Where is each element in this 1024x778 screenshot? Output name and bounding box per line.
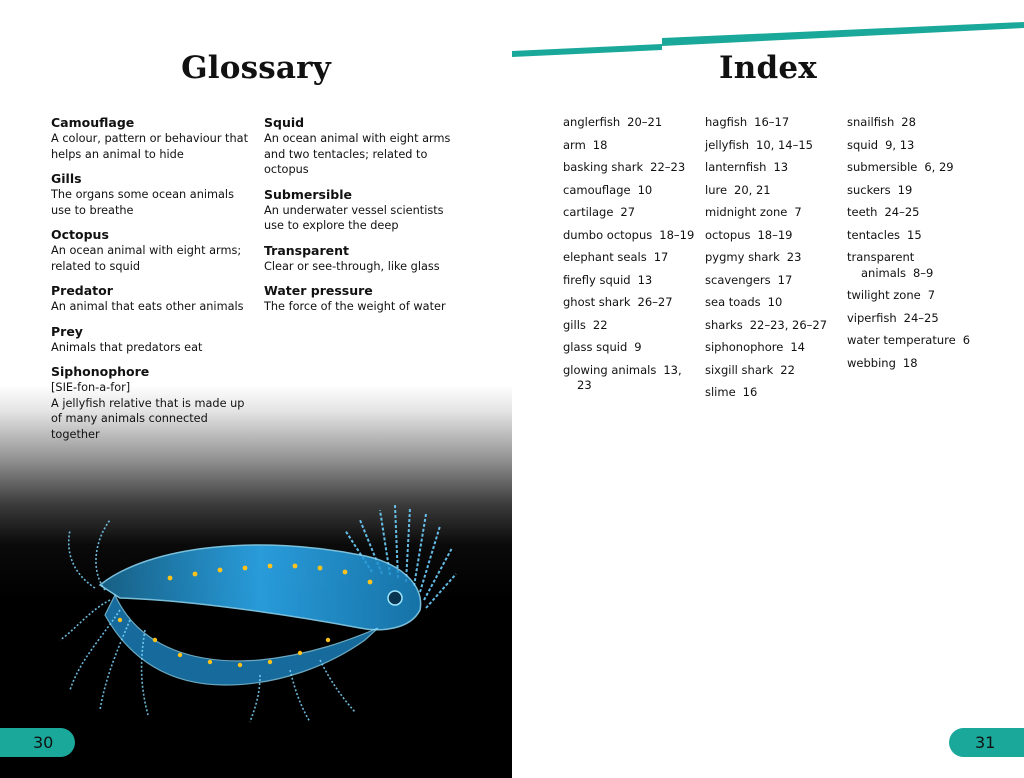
index-pages: 13 [773, 160, 789, 174]
index-entry [705, 115, 840, 131]
index-pages: 10 [637, 182, 653, 197]
index-entry [705, 340, 840, 356]
index-entry [705, 318, 840, 334]
index-entry [847, 311, 982, 327]
index-column-1 [563, 115, 698, 401]
term-title: Camouflage [51, 115, 135, 130]
index-word: suckers [847, 182, 891, 197]
glossary-term [264, 187, 464, 234]
term-pronunciation: [SIE-fon-a-for] [51, 381, 131, 394]
index-column-3 [847, 115, 982, 378]
index-word: ghost shark [563, 295, 631, 309]
term-definition: Animals that predators eat [51, 340, 203, 354]
glossary-column-2 [264, 115, 464, 324]
index-word: twilight zone [847, 288, 921, 302]
index-word: squid [847, 137, 879, 152]
glossary-term [264, 243, 464, 275]
index-entry [705, 183, 840, 199]
index-pages: 22 [592, 317, 608, 332]
index-word: elephant seals [563, 250, 647, 264]
index-entry [705, 273, 840, 289]
term-definition: The force of the weight of water [264, 300, 446, 313]
index-entry [705, 363, 840, 379]
index-entry [847, 250, 982, 281]
index-word: submersible [847, 160, 918, 174]
index-page [512, 0, 1024, 778]
index-pages: 18 [592, 137, 608, 152]
index-entry [705, 385, 840, 401]
glossary-term [264, 283, 464, 315]
index-pages: 14 [790, 340, 805, 354]
index-pages: 9 [634, 340, 642, 354]
index-pages: 10, 14–15 [756, 137, 813, 152]
index-word: sharks [705, 317, 743, 332]
term-definition: A colour, pattern or behaviour that helps an animal to hide [51, 132, 249, 161]
index-word: siphonophore [705, 340, 784, 354]
index-entry [705, 205, 840, 221]
index-pages: 13 [637, 272, 653, 287]
term-title: Transparent [264, 242, 349, 258]
index-word: firefly squid [563, 272, 631, 287]
index-word: tentacles [847, 227, 901, 242]
index-entry [563, 183, 698, 199]
glossary-title: Glossary [181, 50, 331, 86]
index-word: transparent animals [847, 250, 915, 280]
index-word: cartilage [563, 205, 614, 219]
index-pages: 22 [780, 362, 795, 377]
index-pages: 26–27 [637, 295, 673, 309]
index-word: basking shark [563, 160, 644, 174]
term-definition: An underwater vessel scientists use to explore the deep [264, 203, 444, 232]
term-title: Squid [264, 115, 305, 130]
index-entry [563, 295, 698, 311]
page-number-left: 30 [0, 728, 75, 757]
index-word: glass squid [563, 340, 628, 354]
glossary-term [264, 115, 464, 178]
index-pages: 8–9 [912, 265, 934, 280]
index-pages: 6, 29 [924, 160, 954, 174]
glossary-term [51, 227, 251, 274]
index-pages: 23 [786, 250, 802, 264]
index-word: glowing animals [563, 362, 657, 377]
index-word: sixgill shark [705, 362, 774, 377]
term-title: Prey [51, 323, 83, 339]
index-entry [847, 333, 982, 349]
index-entry [563, 205, 698, 221]
index-entry [563, 363, 698, 394]
term-definition: An animal that eats other animals [51, 300, 244, 313]
index-pages: 27 [620, 205, 636, 219]
term-definition: An ocean animal with eight arms; related to squid [51, 244, 242, 273]
glossary-term [51, 324, 251, 356]
index-entry [705, 138, 840, 154]
term-title: Octopus [51, 227, 109, 242]
index-pages: 16–17 [754, 115, 790, 129]
index-pages: 18 [902, 355, 918, 370]
index-pages: 18–19 [757, 227, 793, 242]
index-pages: 19 [897, 182, 913, 197]
index-word: pygmy shark [705, 250, 780, 264]
glossary-term [51, 115, 251, 162]
index-entry [563, 138, 698, 154]
term-definition: The organs some ocean animals use to breathe [51, 188, 234, 217]
index-entry [847, 115, 982, 131]
index-word: dumbo octopus [563, 227, 653, 242]
page-number-right: 31 [949, 728, 1024, 757]
term-definition: An ocean animal with eight arms and two tentacles; related to octopus [264, 132, 451, 176]
index-word: anglerfish [563, 115, 621, 129]
index-entry [847, 205, 982, 221]
index-entry [563, 318, 698, 334]
index-word: lanternfish [705, 160, 767, 174]
index-entry [705, 228, 840, 244]
term-title: Gills [51, 171, 82, 186]
index-pages: 13, 23 [577, 362, 682, 392]
index-word: slime [705, 385, 736, 399]
index-word: water temperature [847, 333, 956, 347]
index-word: snailfish [847, 115, 895, 129]
index-pages: 22–23 [650, 160, 686, 174]
index-word: teeth [847, 205, 878, 219]
index-word: lure [705, 182, 728, 197]
index-pages: 7 [794, 205, 802, 219]
index-word: webbing [847, 355, 896, 370]
term-definition: A jellyfish relative that is made up of many animals connected together [51, 396, 245, 441]
index-entry [563, 115, 698, 131]
index-word: arm [563, 137, 586, 152]
term-title: Siphonophore [51, 364, 150, 379]
glossary-term [51, 171, 251, 218]
index-pages: 28 [901, 115, 916, 129]
index-pages: 18–19 [659, 227, 695, 242]
glossary-term [51, 283, 251, 315]
index-entry [563, 340, 698, 356]
term-definition: Clear or see-through, like glass [264, 259, 440, 273]
index-word: gills [563, 317, 586, 332]
index-entry [563, 250, 698, 266]
index-pages: 10 [767, 295, 783, 309]
index-entry [847, 160, 982, 176]
index-word: hagfish [705, 115, 748, 129]
index-word: viperfish [847, 310, 897, 325]
index-pages: 20, 21 [734, 182, 771, 197]
index-pages: 24–25 [903, 310, 939, 325]
index-entry [847, 356, 982, 372]
index-word: octopus [705, 227, 751, 242]
index-pages: 17 [653, 250, 669, 264]
index-entry [563, 273, 698, 289]
index-entry [563, 160, 698, 176]
index-word: jellyfish [705, 137, 749, 152]
index-pages: 6 [962, 333, 971, 347]
index-entry [847, 183, 982, 199]
index-title: Index [719, 50, 817, 86]
index-entry [563, 228, 698, 244]
index-word: midnight zone [705, 205, 788, 219]
index-word: sea toads [705, 295, 761, 309]
index-word: scavengers [705, 272, 771, 287]
index-pages: 16 [742, 385, 758, 399]
index-pages: 15 [907, 227, 922, 242]
index-pages: 24–25 [884, 205, 920, 219]
index-word: camouflage [563, 182, 631, 197]
index-pages: 17 [777, 272, 793, 287]
glossary-term [51, 364, 251, 442]
term-title: Predator [51, 283, 113, 298]
index-entry [705, 160, 840, 176]
index-entry [847, 228, 982, 244]
index-entry [705, 250, 840, 266]
index-pages: 7 [927, 288, 936, 302]
index-entry [847, 138, 982, 154]
term-title: Water pressure [264, 283, 373, 298]
index-entry [847, 288, 982, 304]
deep-sea-fish-photo-icon [60, 490, 460, 725]
index-pages: 22–23, 26–27 [749, 317, 828, 332]
index-column-2 [705, 115, 840, 408]
term-title: Submersible [264, 186, 352, 202]
index-pages: 9, 13 [885, 137, 915, 152]
index-pages: 20–21 [627, 115, 663, 129]
index-entry [705, 295, 840, 311]
glossary-column-1 [51, 115, 251, 451]
